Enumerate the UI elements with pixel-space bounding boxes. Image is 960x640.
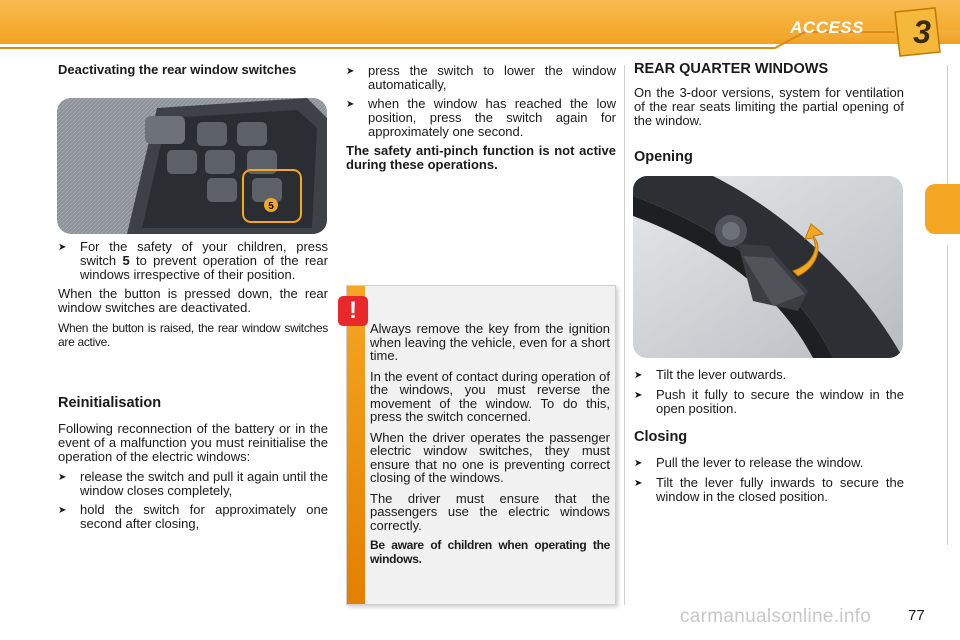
window-switch-photo [57,98,327,234]
watermark: carmanualsonline.info [680,606,872,627]
middle-bullet-text: press the switch to lower the window automatically, [368,63,616,92]
rear-quarter-intro: On the 3-door versions, system for ventilation of the rear seats limiting the partial opening of the window. [634,85,904,128]
warning-paragraph: Always remove the key from the ignition when leaving the vehicle, even for a short time. [370,321,610,363]
middle-column [346,64,616,178]
warning-paragraph: In the event of contact during operation of the windows, you must reverse the movement of the window. To do this, press the switch concerned. [370,368,610,424]
safety-bullet-text [80,240,328,282]
list-item [346,64,616,92]
list-item [58,503,328,531]
raised-text: When the button is raised, the rear window switches are active. [58,321,328,349]
chapter-tab[interactable] [928,365,948,425]
page-number: 77 [908,607,925,624]
warning-paragraph: The driver must ensure that the passengers use the electric windows correctly. [370,490,610,533]
chapter-number: 3 [913,14,931,50]
reinit-bullet-text: hold the switch for approximately one second after closing, [80,502,328,531]
closing-heading: Closing [634,429,688,445]
chapter-tab[interactable] [928,305,948,365]
arrow-bullet-icon: ➤ [634,390,643,401]
page-header [0,0,960,60]
reinit-intro: Following reconnection of the battery or in the event of a malfunction you must reinitialise the operation of the electric windows: [58,421,328,464]
reinit-section [58,396,328,536]
warning-stripe [347,286,365,604]
right-column-top [634,62,904,164]
list-item [346,97,616,139]
left-column-top [58,63,328,77]
deactivating-heading: Deactivating the rear window switches [58,62,297,77]
arrow-bullet-icon: ➤ [346,99,355,110]
chapter-tab[interactable] [928,425,948,485]
chapter-tab[interactable] [928,65,948,125]
list-item [58,470,328,498]
arrow-bullet-icon: ➤ [634,370,643,381]
switch-number: 5 [122,253,130,268]
list-item [634,388,904,416]
lever-illustration [633,176,903,358]
chapter-title: ACCESS [790,18,864,37]
arrow-bullet-icon: ➤ [58,242,67,253]
switch-callout-label: 5 [268,201,274,212]
switch-panel-illustration [57,98,327,234]
opening-bullet-text: Push it fully to secure the window in the open position. [656,387,904,416]
chapter-tab[interactable] [928,245,948,305]
warning-bold-note: Be aware of children when operating the windows. [370,538,610,566]
column-divider [624,65,625,605]
chapter-tab[interactable] [928,485,948,545]
rear-quarter-heading: REAR QUARTER WINDOWS [634,61,829,77]
closing-bullet-text: Pull the lever to release the window. [656,455,864,470]
list-item [634,476,904,504]
list-item [634,368,904,383]
safety-text-start: For the safety of your children, press switch [80,239,328,268]
list-item [634,456,904,471]
warning-icon: ! [338,296,368,326]
reinit-heading: Reinitialisation [58,395,162,411]
middle-bullet-text: when the window has reached the low position, press the switch again for approximately one second. [368,96,616,139]
reinit-bullet-text: release the switch and pull it again until the window closes completely, [80,469,328,498]
warning-paragraph: When the driver operates the passenger electric window switches, they must ensure that no one is preventing correct closing of the windows. [370,429,610,485]
closing-bullet-text: Tilt the lever fully inwards to secure the window in the closed position. [656,475,904,504]
opening-bullet-text: Tilt the lever outwards. [656,367,787,382]
pressed-text: When the button is pressed down, the rear window switches are deactivated. [58,286,328,315]
arrow-bullet-icon: ➤ [346,66,355,77]
anti-pinch-note: The safety anti-pinch function is not active during these operations. [346,143,616,172]
chapter-tabs [928,65,948,575]
list-item [58,240,328,282]
chapter-tab[interactable] [928,125,948,185]
left-column-body [58,240,328,355]
arrow-bullet-icon: ➤ [634,458,643,469]
warning-text [370,322,610,573]
chapter-tab-active[interactable] [925,184,960,234]
right-column-body [634,368,904,509]
arrow-bullet-icon: ➤ [58,505,67,516]
opening-heading: Opening [634,149,693,165]
arrow-bullet-icon: ➤ [58,472,67,483]
lever-photo [633,176,903,358]
arrow-bullet-icon: ➤ [634,478,643,489]
safety-text-end: to prevent operation of the rear windows irrespective of their position. [80,253,328,282]
